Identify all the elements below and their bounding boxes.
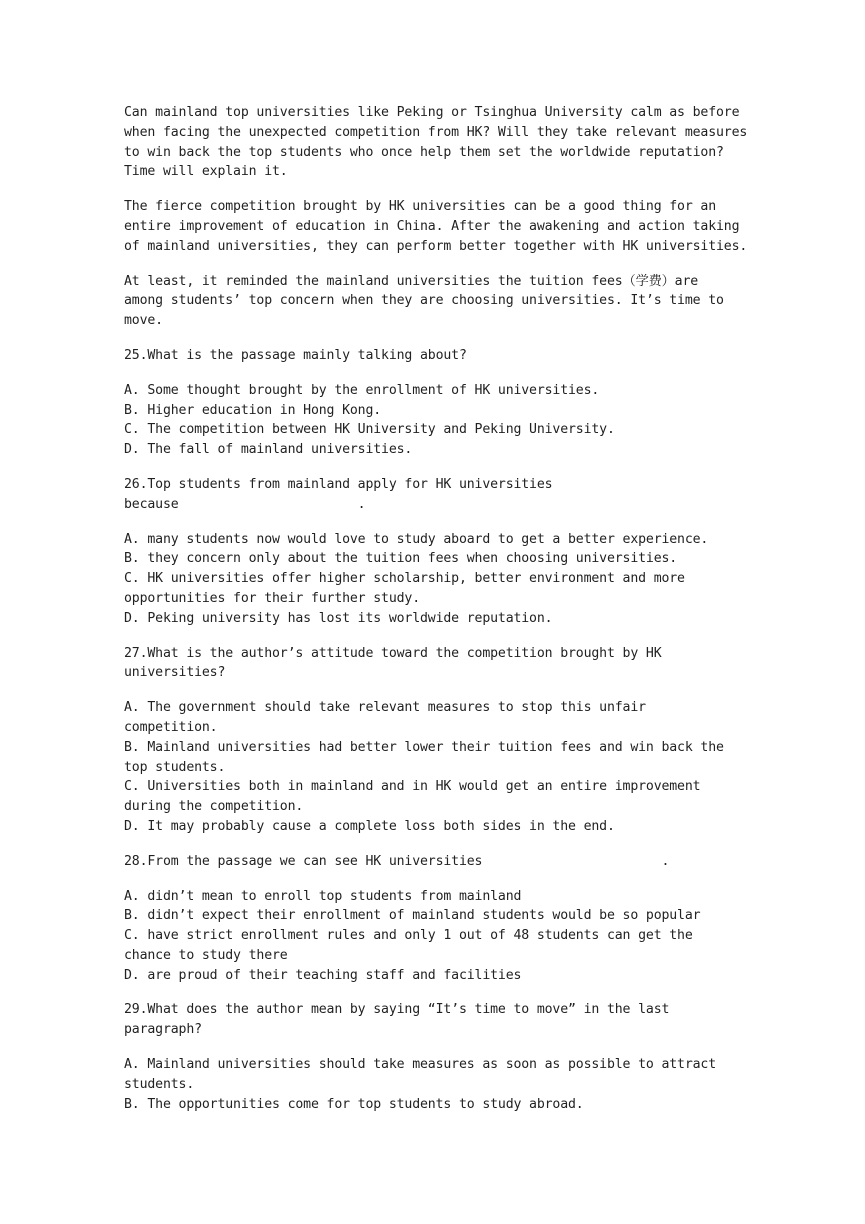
- option-c: C. The competition between HK University and Peking University.: [124, 422, 615, 438]
- question-text: 29.What does the author mean by saying “It’s time to move” in the last: [124, 1002, 670, 1018]
- text-line: move.: [124, 313, 163, 329]
- question-27-stem: [124, 644, 744, 684]
- passage-paragraph-2: [124, 197, 748, 256]
- option-a: A. Mainland universities should take measures as soon as possible to attract students.: [124, 1057, 724, 1092]
- question-25-stem: [124, 346, 744, 366]
- option-b: B. they concern only about the tuition fees when choosing universities.: [124, 551, 678, 567]
- option-d: D. It may probably cause a complete loss both sides in the end.: [124, 818, 615, 834]
- text-line: when facing the unexpected competition from HK? Will they take relevant measures: [124, 124, 748, 140]
- passage-paragraph-1: [124, 103, 748, 182]
- question-text: universities?: [124, 665, 226, 681]
- option-a: A. many students now would love to study aboard to get a better experience.: [124, 531, 709, 547]
- question-25-options: [124, 381, 744, 460]
- option-d: D. are proud of their teaching staff and facilities: [124, 967, 522, 983]
- option-d: D. Peking university has lost its worldwide reputation.: [124, 610, 553, 626]
- text-line: Can mainland top universities like Peking or Tsinghua University calm as before: [124, 105, 740, 120]
- text-line: among students’ top concern when they are choosing universities. It’s time to: [124, 293, 724, 309]
- question-text: 26.Top students from mainland apply for HK universities: [124, 476, 553, 492]
- text-line: The fierce competition brought by HK universities can be a good thing for an: [124, 199, 717, 215]
- option-d: D. The fall of mainland universities.: [124, 442, 413, 458]
- option-b: B. The opportunities come for top students to study abroad.: [124, 1096, 584, 1112]
- passage-paragraph-3: [124, 272, 744, 331]
- question-29-stem: [124, 1000, 744, 1040]
- question-27-options: [124, 698, 744, 837]
- option-a: A. The government should take relevant measures to stop this unfair competition.: [124, 700, 654, 735]
- text-line: entire improvement of education in China. After the awakening and action taking: [124, 218, 740, 234]
- question-text: because .: [124, 496, 366, 512]
- question-26-options: [124, 530, 744, 629]
- text-line: Time will explain it.: [124, 164, 288, 180]
- question-26-stem: [124, 475, 744, 515]
- option-b: B. didn’t expect their enrollment of mainland students would be so popular: [124, 908, 701, 924]
- document-body: [124, 103, 748, 1129]
- option-b: B. Higher education in Hong Kong.: [124, 402, 382, 418]
- question-text: paragraph?: [124, 1022, 202, 1038]
- question-28-stem: [124, 852, 744, 872]
- option-a: A. Some thought brought by the enrollment of HK universities.: [124, 382, 600, 398]
- option-c: C. HK universities offer higher scholarship, better environment and more opportunities for their further study.: [124, 571, 693, 606]
- option-c: C. have strict enrollment rules and only 1 out of 48 students can get the chance to study there: [124, 928, 701, 963]
- question-text: 28.From the passage we can see HK universities .: [124, 853, 670, 869]
- question-28-options: [124, 887, 744, 986]
- text-line: At least, it reminded the mainland universities the tuition fees（学费）are: [124, 273, 699, 289]
- option-b: B. Mainland universities had better lower their tuition fees and win back the top students.: [124, 739, 732, 775]
- question-29-options: [124, 1055, 744, 1114]
- question-text: 27.What is the author’s attitude toward the competition brought by HK: [124, 645, 662, 661]
- text-line: to win back the top students who once help them set the worldwide reputation?: [124, 144, 724, 160]
- option-c: C. Universities both in mainland and in HK would get an entire improvement during the competition.: [124, 779, 709, 815]
- question-text: 25.What is the passage mainly talking about?: [124, 347, 467, 363]
- text-line: of mainland universities, they can perform better together with HK universities.: [124, 238, 748, 254]
- option-a: A. didn’t mean to enroll top students from mainland: [124, 888, 522, 904]
